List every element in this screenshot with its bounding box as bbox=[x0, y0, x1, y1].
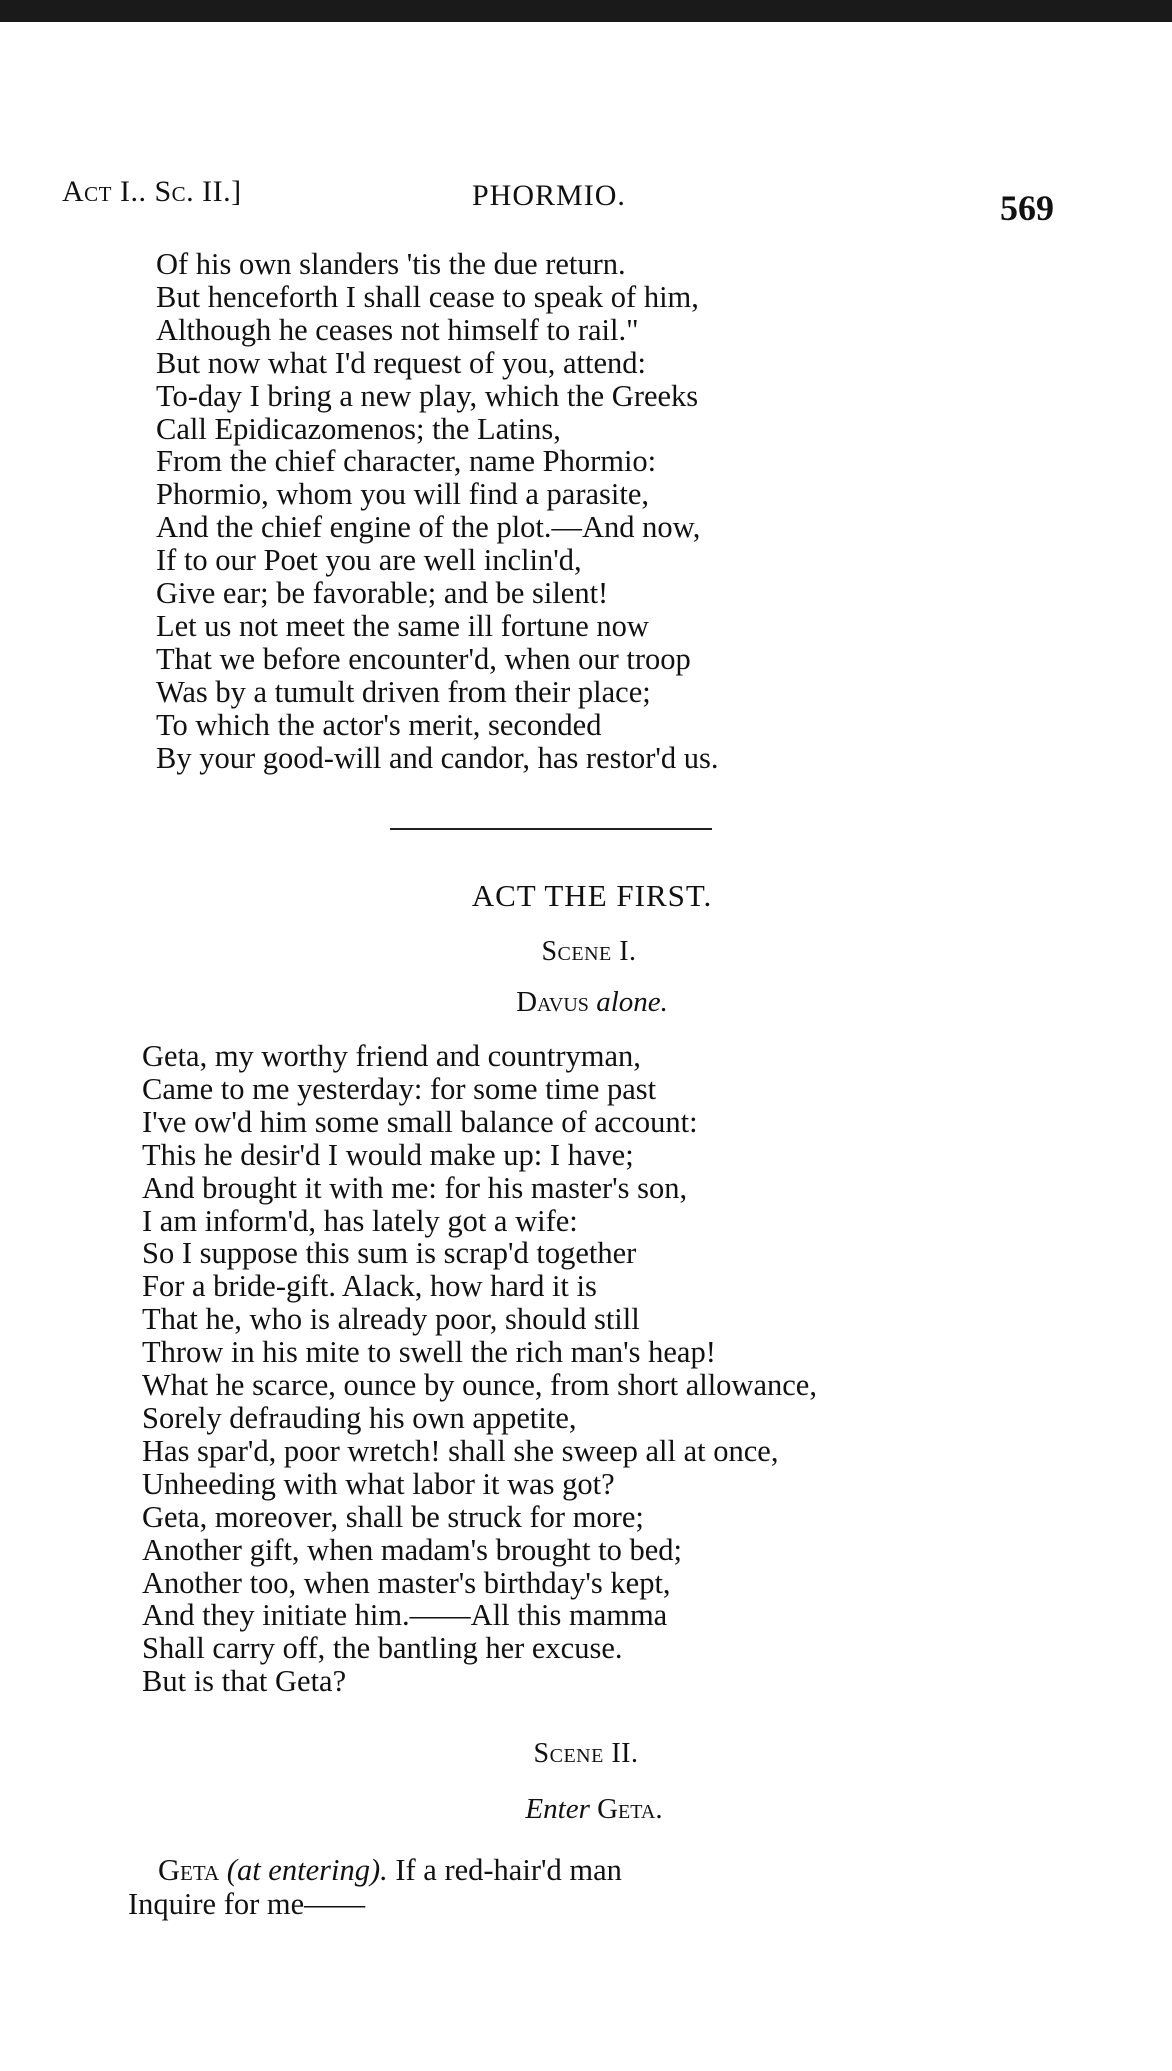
running-head bbox=[0, 175, 1172, 228]
scene-1-stage-direction bbox=[0, 986, 1172, 1019]
verse-line: Phormio, whom you will find a parasite, bbox=[156, 477, 650, 512]
verse-line: From the chief character, name Phormio: bbox=[156, 444, 657, 479]
verse-line: That we before encounter'd, when our troop bbox=[156, 641, 691, 676]
verse-line: That he, who is already poor, should still bbox=[142, 1302, 640, 1337]
page-top-edge bbox=[0, 0, 1172, 22]
dialogue-text: If a red-hair'd man bbox=[395, 1853, 622, 1887]
stage-direction-text: alone. bbox=[596, 986, 668, 1018]
verse-line: To-day I bring a new play, which the Greeks bbox=[156, 378, 699, 413]
verse-line: So I suppose this sum is scrap'd together bbox=[142, 1236, 637, 1271]
verse-line: Another gift, when madam's brought to bed; bbox=[142, 1532, 682, 1567]
verse-line: To which the actor's merit, seconded bbox=[156, 707, 602, 742]
verse-line: Throw in his mite to swell the rich man's heap! bbox=[142, 1335, 716, 1370]
dialogue-text: Inquire for me—— bbox=[128, 1887, 366, 1921]
verse-line: Has spar'd, poor wretch! shall she sweep all at once, bbox=[142, 1433, 779, 1468]
page-number: 569 bbox=[1000, 188, 1054, 228]
verse-line: What he scarce, ounce by ounce, from short allowance, bbox=[142, 1368, 817, 1403]
speaker-name: Geta bbox=[158, 1853, 220, 1887]
verse-line: I've ow'd him some small balance of account: bbox=[142, 1104, 698, 1139]
verse-line: Although he ceases not himself to rail." bbox=[156, 312, 639, 347]
verse-line: But henceforth I shall cease to speak of him, bbox=[156, 279, 699, 314]
verse-line: Of his own slanders 'tis the due return. bbox=[156, 247, 626, 281]
verse-line: Another too, when master's birthday's kept, bbox=[142, 1565, 671, 1600]
running-head-title: PHORMIO. bbox=[472, 179, 626, 212]
verse-line: And the chief engine of the plot.—And now, bbox=[156, 510, 701, 545]
verse-line: But now what I'd request of you, attend: bbox=[156, 345, 647, 380]
verse-line: Call Epidicazomenos; the Latins, bbox=[156, 411, 561, 446]
verse-line: And brought it with me: for his master's son, bbox=[142, 1170, 688, 1205]
verse-line: If to our Poet you are well inclin'd, bbox=[156, 543, 582, 578]
verse-line: For a bride-gift. Alack, how hard it is bbox=[142, 1269, 597, 1304]
verse-line: And they initiate him.——All this mamma bbox=[142, 1598, 668, 1633]
verse-line: Geta, my worthy friend and countryman, bbox=[142, 1039, 641, 1073]
verse-line: Sorely defrauding his own appetite, bbox=[142, 1400, 577, 1435]
verse-line: Shall carry off, the bantling her excuse. bbox=[142, 1631, 623, 1666]
stage-note: (at entering). bbox=[226, 1853, 388, 1887]
verse-line: Came to me yesterday: for some time past bbox=[142, 1071, 657, 1106]
section-divider bbox=[390, 828, 712, 830]
act-heading: ACT THE FIRST. bbox=[471, 878, 713, 913]
verse-line: Geta, moreover, shall be struck for more; bbox=[142, 1499, 644, 1534]
dialogue-line bbox=[128, 1853, 622, 1887]
verse-line: Let us not meet the same ill fortune now bbox=[156, 608, 649, 643]
character-name: Geta. bbox=[597, 1793, 663, 1825]
scene-1-verse bbox=[142, 1040, 817, 1698]
verse-line: This he desir'd I would make up: I have; bbox=[142, 1137, 634, 1172]
dialogue-line bbox=[128, 1887, 622, 1921]
verse-line: Give ear; be favorable; and be silent! bbox=[156, 576, 609, 611]
verse-line: Was by a tumult driven from their place; bbox=[156, 674, 651, 709]
verse-line: But is that Geta? bbox=[142, 1664, 347, 1699]
verse-line: I am inform'd, has lately got a wife: bbox=[142, 1203, 578, 1238]
scene-1-heading: Scene I. bbox=[541, 936, 637, 967]
verse-line: By your good-will and candor, has restor'd us. bbox=[156, 740, 719, 775]
scene-2-heading: Scene II. bbox=[533, 1738, 639, 1769]
scene-2-stage-direction bbox=[0, 1793, 1172, 1826]
scene-2-dialogue bbox=[128, 1853, 622, 1921]
stage-direction-verb: Enter bbox=[525, 1793, 590, 1825]
prologue-verse bbox=[156, 248, 719, 775]
verse-line: Unheeding with what labor it was got? bbox=[142, 1466, 615, 1501]
character-name: Davus bbox=[516, 986, 589, 1018]
running-head-act-scene: Act I.. Sc. II.] bbox=[62, 175, 242, 208]
